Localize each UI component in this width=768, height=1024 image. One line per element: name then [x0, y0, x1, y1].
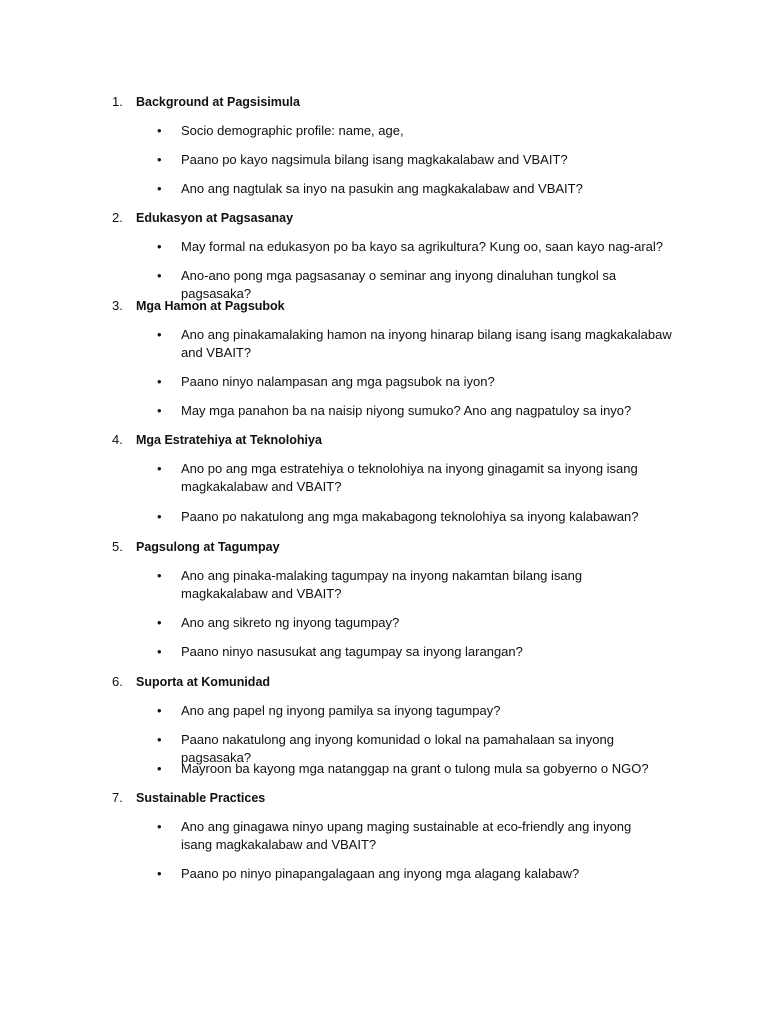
list-item-text: Ano ang papel ng inyong pamilya sa inyong tagumpay?	[181, 703, 501, 718]
section-number: 1.	[112, 94, 123, 109]
list-item-text: Paano po kayo nagsimula bilang isang magkakalabaw and VBAIT?	[181, 152, 568, 167]
section-1	[0, 93, 768, 196]
list-item-text: Ano ang sikreto ng inyong tagumpay?	[181, 615, 400, 630]
section-heading: Mga Estratehiya at Teknolohiya	[136, 433, 322, 447]
section-heading: Edukasyon at Pagsasanay	[136, 211, 294, 225]
bullet-icon: •	[157, 615, 162, 630]
list-item-text: Ano-ano pong mga pagsasanay o seminar ang inyong dinaluhan tungkol sa pagsasaka?	[181, 268, 617, 301]
section-heading-row	[0, 673, 768, 691]
section-number: 3.	[112, 298, 123, 313]
bullet-icon: •	[157, 181, 162, 196]
section-heading-row	[0, 93, 768, 111]
list-item-text: May mga panahon ba na naisip niyong sumuko? Ano ang nagpatuloy sa inyo?	[181, 403, 632, 418]
bullet-icon: •	[157, 123, 162, 138]
list-item-text: Paano nakatulong ang inyong komunidad o lokal na pamahalaan sa inyong pagsasaka?	[181, 732, 614, 765]
section-2	[0, 209, 768, 301]
bullet-icon: •	[157, 461, 162, 476]
section-3	[0, 297, 768, 418]
section-heading: Pagsulong at Tagumpay	[136, 540, 280, 554]
list-item-text: Mayroon ba kayong mga natanggap na grant o tulong mula sa gobyerno o NGO?	[181, 761, 649, 776]
section-heading-row	[0, 789, 768, 807]
list-item-text: May formal na edukasyon po ba kayo sa agrikultura? Kung oo, saan kayo nag-aral?	[181, 239, 664, 254]
list-item-text: Ano ang pinaka-malaking tagumpay na inyong nakamtan bilang isang magkakalabaw and VBAIT?	[181, 568, 583, 601]
section-heading: Mga Hamon at Pagsubok	[136, 299, 285, 313]
section-heading-row	[0, 297, 768, 315]
section-heading-row	[0, 538, 768, 556]
section-6	[0, 673, 768, 776]
bullet-icon: •	[157, 327, 162, 342]
section-number: 7.	[112, 790, 123, 805]
section-number: 5.	[112, 539, 123, 554]
section-heading: Suporta at Komunidad	[136, 675, 271, 689]
list-item-text: Paano po ninyo pinapangalagaan ang inyong mga alagang kalabaw?	[181, 866, 580, 881]
bullet-icon: •	[157, 152, 162, 167]
bullet-icon: •	[157, 403, 162, 418]
bullet-icon: •	[157, 568, 162, 583]
list-item-text: Ano ang nagtulak sa inyo na pasukin ang magkakalabaw and VBAIT?	[181, 181, 583, 196]
section-4	[0, 431, 768, 524]
bullet-icon: •	[157, 732, 162, 747]
bullet-icon: •	[157, 644, 162, 659]
list-item-text: Paano ninyo nasusukat ang tagumpay sa inyong larangan?	[181, 644, 523, 659]
section-7	[0, 789, 768, 881]
bullet-icon: •	[157, 819, 162, 834]
section-number: 6.	[112, 674, 123, 689]
section-heading-row	[0, 431, 768, 449]
bullet-icon: •	[157, 703, 162, 718]
bullet-icon: •	[157, 268, 162, 283]
bullet-icon: •	[157, 239, 162, 254]
section-heading-row	[0, 209, 768, 227]
section-number: 4.	[112, 432, 123, 447]
list-item-text: Ano ang ginagawa ninyo upang maging sustainable at eco-friendly ang inyong isang magkakalabaw and VBAIT?	[181, 819, 632, 852]
section-heading: Background at Pagsisimula	[136, 95, 300, 109]
section-heading: Sustainable Practices	[136, 791, 266, 805]
list-item-text: Ano ang pinakamalaking hamon na inyong hinarap bilang isang isang magkakalabaw and VBAIT?	[181, 327, 672, 360]
list-item-text: Ano po ang mga estratehiya o teknolohiya na inyong ginagamit sa inyong isang magkakalabaw and VBAIT?	[181, 461, 638, 494]
list-item-text: Socio demographic profile: name, age,	[181, 123, 404, 138]
list-item-text: Paano ninyo nalampasan ang mga pagsubok na iyon?	[181, 374, 495, 389]
bullet-icon: •	[157, 374, 162, 389]
list-item-text: Paano po nakatulong ang mga makabagong teknolohiya sa inyong kalabawan?	[181, 509, 639, 524]
bullet-icon: •	[157, 509, 162, 524]
bullet-icon: •	[157, 761, 162, 776]
bullet-icon: •	[157, 866, 162, 881]
section-number: 2.	[112, 210, 123, 225]
section-5	[0, 538, 768, 659]
